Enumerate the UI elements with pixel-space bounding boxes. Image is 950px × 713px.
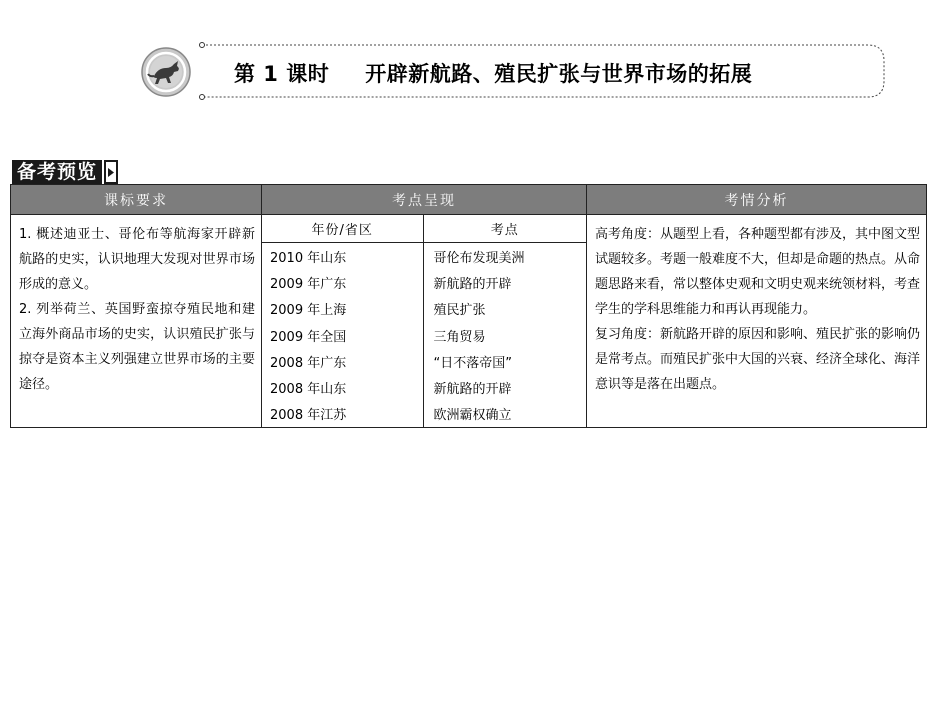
year-province: 2009 年广东 (262, 269, 423, 295)
table-row (262, 269, 586, 295)
analysis-paragraph: 复习角度：新航路开辟的原因和影响、殖民扩张的影响仍是常考点。而殖民扩张中大国的兴衰、经济全球化、海洋意识等是落在出题点。 (595, 327, 921, 392)
table-row (262, 374, 586, 400)
subheader-point: 考点 (423, 215, 586, 243)
page-title (234, 58, 752, 88)
exam-points-cell (262, 215, 587, 428)
lesson-title: 开辟新航路、殖民扩张与世界市场的拓展 (365, 62, 753, 86)
section-tag-label: 备考预览 (12, 160, 102, 184)
exam-point: 殖民扩张 (433, 303, 486, 319)
exam-point: 哥伦布发现美洲 (433, 250, 525, 266)
exam-preview-table (10, 184, 927, 428)
exam-point: 欧洲霸权确立 (433, 408, 512, 424)
year-province: 2010 年山东 (262, 243, 423, 270)
section-tag (12, 160, 118, 184)
play-arrow-icon (104, 160, 118, 184)
horse-seal-icon (140, 46, 192, 98)
year-province: 2009 年上海 (262, 296, 423, 322)
year-province: 2009 年全国 (262, 322, 423, 348)
header-requirements: 课标要求 (11, 185, 262, 215)
lesson-number: 第 1 课时 (234, 62, 330, 86)
requirements-cell (11, 215, 262, 428)
table-row (262, 296, 586, 322)
analysis-cell (587, 215, 927, 428)
year-province: 2008 年广东 (262, 348, 423, 374)
year-province: 2008 年山东 (262, 374, 423, 400)
title-banner (140, 40, 888, 102)
table-header-row (11, 185, 927, 215)
subheader-year-province: 年份/省区 (262, 215, 423, 243)
header-exam-points: 考点呈现 (262, 185, 587, 215)
exam-point: 三角贸易 (433, 329, 486, 345)
exam-point: 新航路的开辟 (433, 276, 512, 292)
table-row (262, 348, 586, 374)
requirement-item: 2. 列举荷兰、英国野蛮掠夺殖民地和建立海外商品市场的史实，认识殖民扩张与掠夺是资本主义列强建立世界市场的主要途径。 (19, 302, 255, 392)
header-analysis: 考情分析 (587, 185, 927, 215)
exam-points-table (262, 215, 586, 427)
exam-points-subheader (262, 215, 586, 243)
exam-point: 新航路的开辟 (433, 382, 512, 398)
requirement-item: 1. 概述迪亚士、哥伦布等航海家开辟新航路的史实，认识地理大发现对世界市场形成的意义。 (19, 227, 255, 292)
year-province: 2008 年江苏 (262, 401, 423, 427)
analysis-paragraph: 高考角度：从题型上看，各种题型都有涉及，其中图文型试题较多。考题一般难度不大，但却是命题的热点。从命题思路来看，常以整体史观和文明史观来统领材料，考查学生的学科思维能力和再认再现能力。 (595, 227, 921, 317)
table-row (262, 322, 586, 348)
table-row (262, 401, 586, 427)
table-body-row (11, 215, 927, 428)
table-row (262, 243, 586, 270)
exam-point: “日不落帝国” (433, 355, 512, 371)
